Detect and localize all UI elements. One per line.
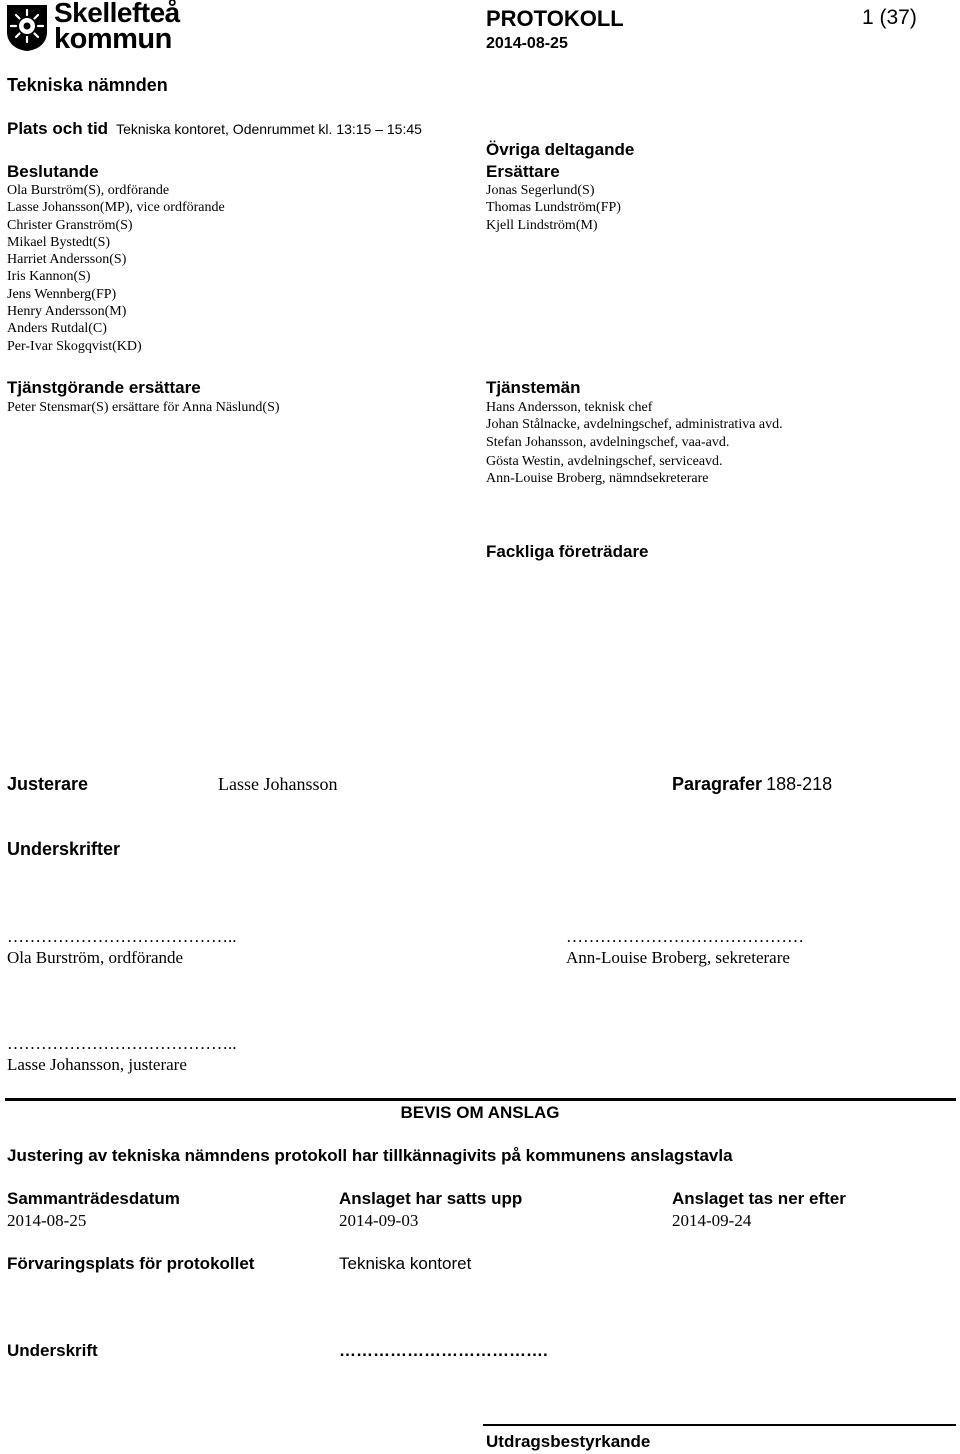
- adjuster-label: Justerare: [7, 774, 89, 794]
- signatures-heading: Underskrifter: [7, 839, 121, 859]
- list-item: Johan Stålnacke, avdelningschef, administrativa avd.: [486, 417, 783, 433]
- paragraphs-label: Paragrafer: [672, 774, 763, 794]
- committee-name: Tekniska nämnden: [7, 75, 168, 95]
- page-number: 1 (37): [862, 6, 917, 29]
- list-item: Jonas Segerlund(S): [486, 183, 595, 198]
- signature-line-adjuster: …………………………………..: [7, 1034, 237, 1053]
- signature-line-secretary: ……………………………………: [566, 927, 804, 946]
- meeting-date-label: Sammanträdesdatum: [7, 1189, 180, 1208]
- extract-divider: [483, 1424, 956, 1426]
- posted-date-value: 2014-09-03: [339, 1211, 419, 1230]
- list-item: Gösta Westin, avdelningschef, serviceavd.: [486, 453, 723, 469]
- list-item: Mikael Bystedt(S): [7, 234, 111, 250]
- storage-label: Förvaringsplats för protokollet: [7, 1254, 255, 1273]
- notice-heading: BEVIS OM ANSLAG: [400, 1103, 560, 1122]
- list-item: Anders Rutdal(C): [7, 321, 107, 337]
- protocol-date: 2014-08-25: [486, 35, 568, 52]
- list-item: Iris Kannon(S): [7, 269, 91, 285]
- removed-date-value: 2014-09-24: [672, 1211, 752, 1230]
- document-type: PROTOKOLL: [486, 6, 624, 31]
- meeting-label: Plats och tid: [7, 119, 109, 138]
- signature-name-secretary: Ann-Louise Broberg, sekreterare: [566, 948, 790, 967]
- signature-name-adjuster: Lasse Johansson, justerare: [7, 1055, 187, 1074]
- list-item: Kjell Lindström(M): [486, 217, 598, 233]
- signature-name-chair: Ola Burström, ordförande: [7, 948, 184, 967]
- list-item: Christer Granström(S): [7, 217, 133, 233]
- storage-value: Tekniska kontoret: [339, 1254, 472, 1273]
- other-participants-heading: Övriga deltagande: [486, 140, 635, 159]
- section-divider: [5, 1098, 956, 1101]
- logo-text-line2: kommun: [54, 23, 172, 55]
- list-item: Per-Ivar Skogqvist(KD): [7, 338, 142, 354]
- serving-substitutes-list: [7, 399, 280, 416]
- list-item: Ann-Louise Broberg, nämndsekreterare: [486, 471, 709, 487]
- list-item: Jens Wennberg(FP): [7, 286, 117, 302]
- list-item: Stefan Johansson, avdelningschef, vaa-avd.: [486, 434, 730, 450]
- list-item: Lasse Johansson(MP), vice ordförande: [7, 200, 225, 216]
- paragraphs: [672, 774, 832, 795]
- list-item: Peter Stensmar(S) ersättare för Anna Näslund(S): [7, 400, 280, 415]
- meeting-info: [7, 119, 422, 139]
- decision-makers-list: [7, 182, 225, 355]
- logo-text-line1: Skellefteå: [54, 0, 180, 28]
- paragraphs-value: 188-218: [766, 774, 833, 794]
- officials-list: [486, 399, 783, 487]
- list-item: Harriet Andersson(S): [7, 252, 127, 268]
- adjuster-name: Lasse Johansson: [218, 774, 338, 794]
- meeting-place: Tekniska kontoret, Odenrummet kl. 13:15 – 15:45: [116, 121, 422, 137]
- list-item: Thomas Lundström(FP): [486, 200, 621, 216]
- extract-label: Utdragsbestyrkande: [486, 1432, 651, 1451]
- union-heading: Fackliga företrädare: [486, 542, 649, 561]
- notice-signature-line: ……………………………….: [339, 1341, 548, 1360]
- list-item: Henry Andersson(M): [7, 304, 127, 320]
- substitutes-list: [486, 182, 621, 234]
- signature-line-chair: …………………………………..: [7, 927, 237, 946]
- posted-date-label: Anslaget har satts upp: [339, 1189, 523, 1208]
- serving-substitutes-heading: Tjänstgörande ersättare: [7, 378, 201, 397]
- notice-statement: Justering av tekniska nämndens protokoll har tillkännagivits på kommunens anslagstavla: [7, 1146, 733, 1165]
- decision-makers-heading: Beslutande: [7, 162, 99, 181]
- coat-of-arms-icon: [6, 4, 48, 52]
- signature-label: Underskrift: [7, 1341, 98, 1360]
- officials-heading: Tjänstemän: [486, 378, 581, 397]
- removed-date-label: Anslaget tas ner efter: [672, 1189, 846, 1208]
- list-item: Hans Andersson, teknisk chef: [486, 400, 653, 415]
- meeting-date-value: 2014-08-25: [7, 1211, 87, 1230]
- list-item: Ola Burström(S), ordförande: [7, 183, 170, 198]
- substitutes-heading: Ersättare: [486, 162, 560, 181]
